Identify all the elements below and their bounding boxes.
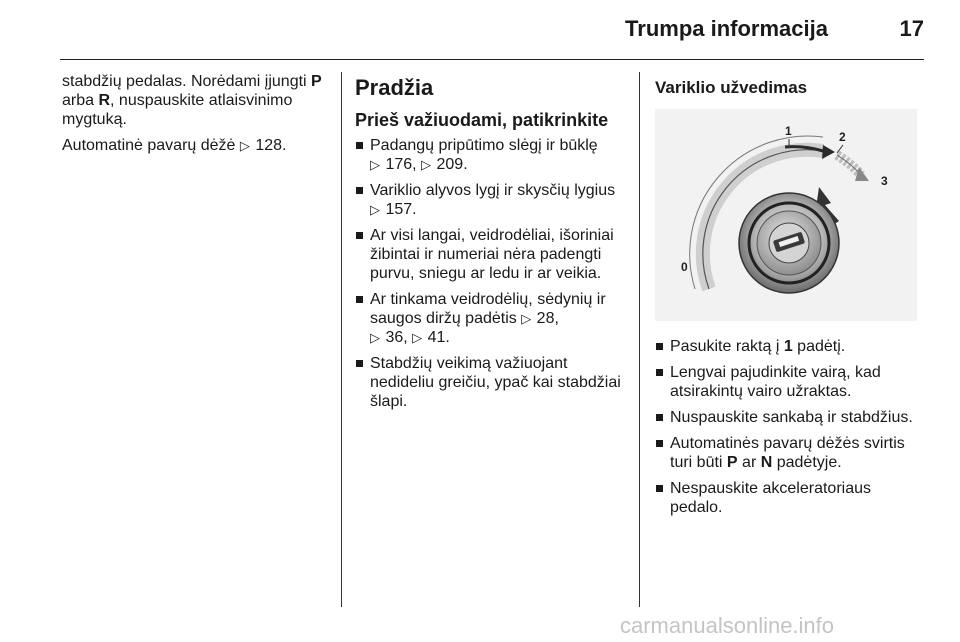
column-3 [655,72,923,524]
list-item: Variklio alyvos lygį ir skysčių lygius ▷ 157. [355,181,627,219]
list-item: Ar visi langai, veidrodėliai, išoriniai žibintai ir numeriai nėra padengti purvu, sniegu ar ledu ir ar veikia. [355,226,627,283]
ignition-key-positions-icon [655,109,917,321]
page-reference-icon: ▷ [370,202,380,217]
paragraph-release-button: stabdžių pedalas. Norėdami įjungti P arba R, nuspauskite atlaisvinimo mygtuką. [62,73,322,128]
page-reference-icon: ▷ [370,157,380,172]
column-divider-left [341,72,342,607]
page-reference-icon: ▷ [412,330,423,345]
list-item: Stabdžių veikimą važiuojant nedideliu greičiu, ypač kai stabdžiai šlapi. [355,354,627,411]
page-reference-link[interactable]: 157. [385,201,417,218]
paragraph-automatic-gearbox: Automatinė pavarų dėžė ▷ 128. [62,137,287,154]
watermark: carmanualsonline.info [620,613,835,638]
page-reference-icon: ▷ [239,138,250,153]
list-item: Pasukite raktą į 1 padėtį. [655,337,923,356]
page-reference-icon: ▷ [521,311,532,326]
page-reference-link[interactable]: 209. [436,156,468,173]
list-item: Nuspauskite sankabą ir stabdžius. [655,408,923,427]
page-reference-icon: ▷ [370,330,380,345]
page-number: 17 [899,16,924,41]
list-item: Lengvai pajudinkite vairą, kad atsirakintų vairo užraktas. [655,363,923,401]
list-item: Automatinės pavarų dėžės svirtis turi būti P ar N padėtyje. [655,434,923,472]
page-reference-icon: ▷ [421,157,432,172]
list-item: Nespauskite akceleratoriaus pedalo. [655,479,923,517]
column-divider-right [639,72,640,607]
position-label-0: 0 [681,260,688,274]
page-reference-link[interactable]: 28, [536,310,559,327]
page-reference-link[interactable]: 36, [385,329,408,346]
start-steps [655,337,923,517]
ignition-figure [655,109,917,321]
page-reference-link[interactable]: 41. [427,329,450,346]
checklist [355,136,627,411]
page-reference-link[interactable]: 128. [255,137,287,154]
subsection-heading: Prieš važiuodami, patikrinkite [355,110,609,130]
header-title: Trumpa informacija [625,16,828,41]
column-1 [62,72,330,162]
position-label-1: 1 [785,124,792,138]
list-item: Ar tinkama veidrodėlių, sėdynių ir saugos diržų padėtis ▷ 28, ▷ 36, ▷ 41. [355,290,627,347]
section-heading: Pradžia [355,75,434,100]
position-label-2: 2 [839,130,846,144]
section-heading: Variklio užvedimas [655,78,808,97]
list-item: Padangų pripūtimo slėgį ir būklę ▷ 176, ▷ 209. [355,136,627,174]
page-reference-link[interactable]: 176, [385,156,417,173]
header-rule [60,59,924,60]
position-label-3: 3 [881,174,888,188]
column-2 [355,72,627,418]
